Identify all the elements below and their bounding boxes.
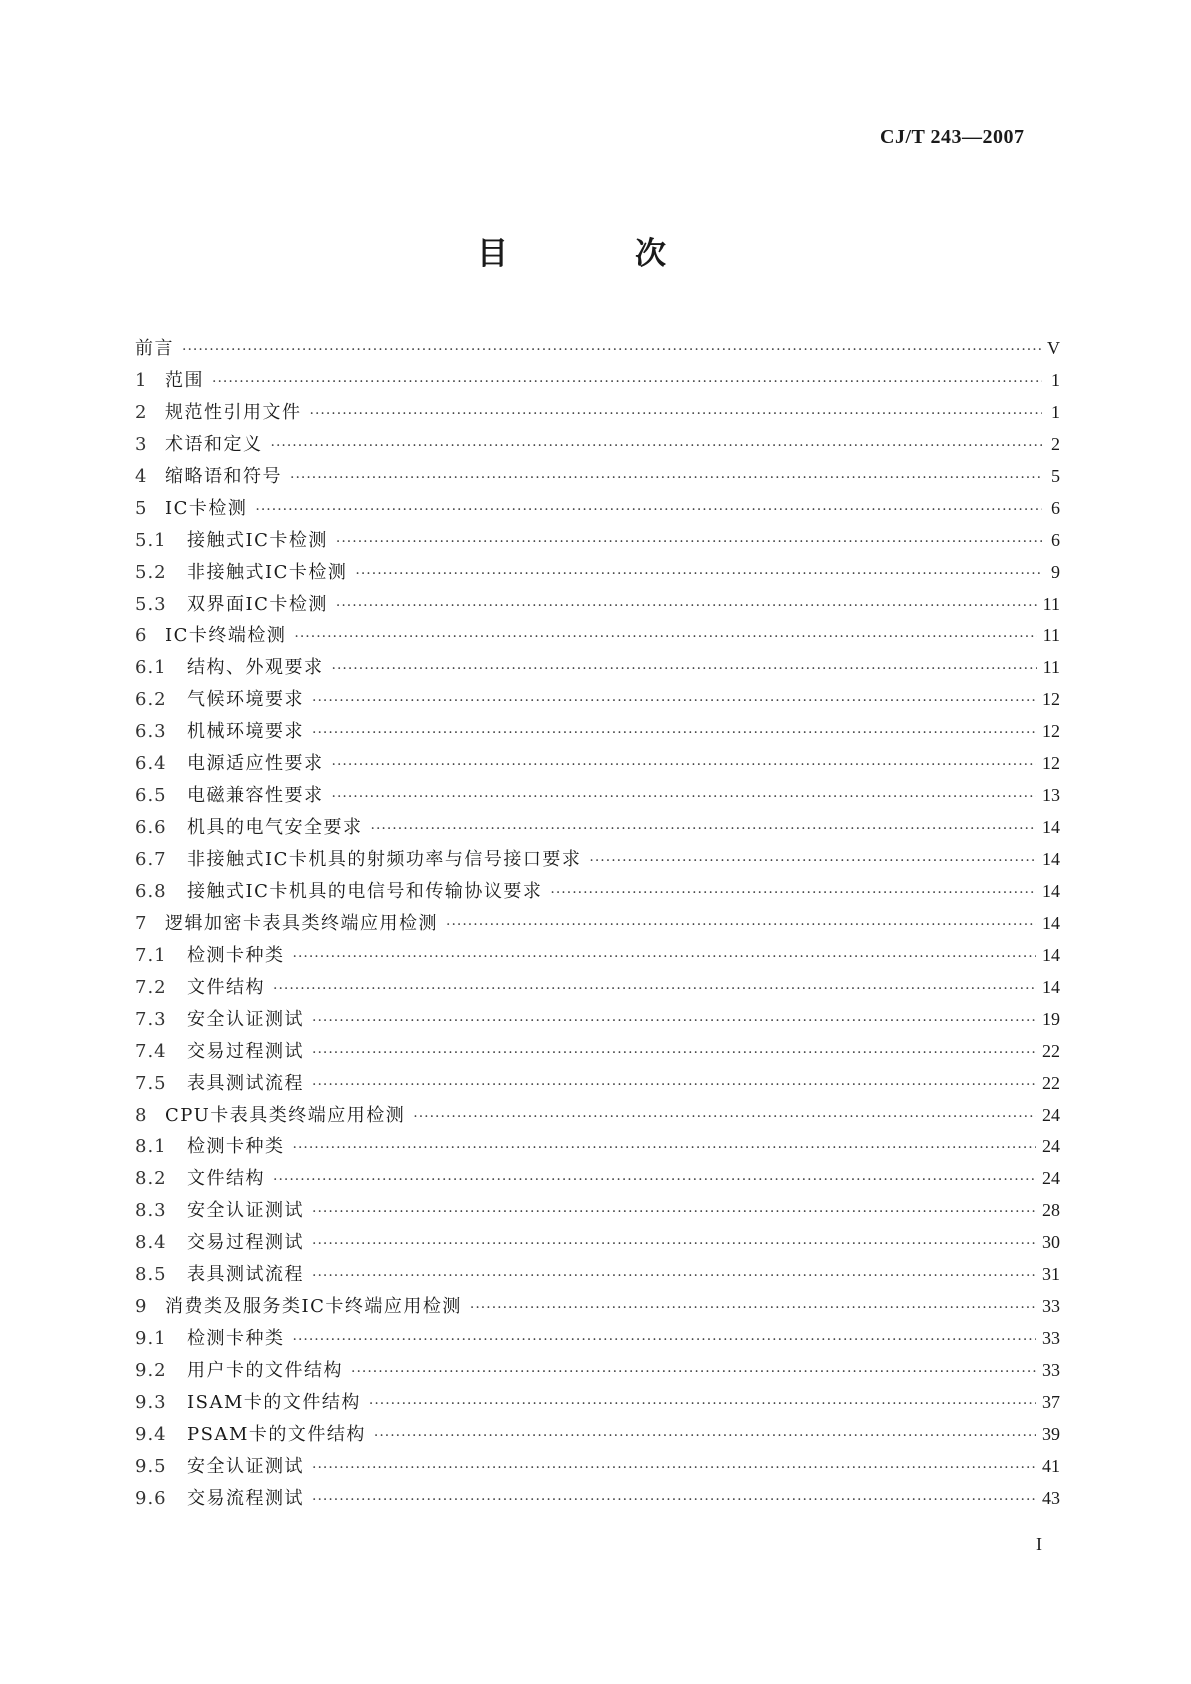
toc-entry[interactable] <box>135 940 1060 972</box>
toc-entry-page: 13 <box>1042 785 1060 806</box>
toc-entry[interactable] <box>135 1387 1060 1419</box>
toc-entry-label: PSAM卡的文件结构 <box>187 1423 366 1445</box>
toc-entry-number: 6.5 <box>135 785 167 807</box>
toc-entry-label: 结构、外观要求 <box>187 657 324 679</box>
toc-leader-dots <box>413 1102 1036 1134</box>
toc-entry-label: 交易流程测试 <box>187 1487 304 1509</box>
toc-entry-label: 检测卡种类 <box>187 1136 285 1158</box>
toc-entry-number: 1 <box>135 369 148 391</box>
toc-entry-number: 6.3 <box>135 721 167 743</box>
toc-entry-page: 5 <box>1051 465 1060 486</box>
toc-entry[interactable] <box>135 620 1060 652</box>
toc-entry-page: 24 <box>1042 1168 1060 1189</box>
toc-entry-page: 30 <box>1042 1232 1060 1253</box>
toc-entry-label: 逻辑加密卡表具类终端应用检测 <box>165 912 438 934</box>
toc-entry-page: 12 <box>1042 753 1060 774</box>
toc-entry-label: 机械环境要求 <box>187 721 304 743</box>
toc-entry-page: 24 <box>1042 1104 1060 1125</box>
toc-entry[interactable] <box>135 365 1060 397</box>
toc-entry-page: 14 <box>1042 944 1060 965</box>
toc-entry[interactable] <box>135 812 1060 844</box>
toc-entry-number: 9 <box>135 1296 148 1318</box>
toc-entry[interactable] <box>135 397 1060 429</box>
toc-leader-dots <box>182 335 1041 367</box>
toc-entry[interactable] <box>135 652 1060 684</box>
toc-leader-dots <box>332 654 1037 686</box>
toc-entry-label: 非接触式IC卡检测 <box>187 561 348 583</box>
toc-leader-dots <box>336 591 1037 623</box>
toc-entry-number: 7.4 <box>135 1040 167 1062</box>
toc-entry-label: 范围 <box>165 369 204 391</box>
toc-entry[interactable] <box>135 1163 1060 1195</box>
toc-entry-page: 14 <box>1042 976 1060 997</box>
toc-entry-number: 6.2 <box>135 689 167 711</box>
toc-entry-page: 22 <box>1042 1072 1060 1093</box>
toc-entry-page: 11 <box>1042 657 1060 678</box>
toc-entry[interactable] <box>135 1323 1060 1355</box>
toc-entry[interactable] <box>135 333 1060 365</box>
page-number: I <box>1036 1534 1042 1554</box>
toc-entry-page: 6 <box>1051 529 1060 550</box>
toc-entry-number: 4 <box>135 465 148 487</box>
toc-entry-number: 5.1 <box>135 529 167 551</box>
toc-entry-label: CPU卡表具类终端应用检测 <box>165 1104 406 1126</box>
toc-entry-label: 消费类及服务类IC卡终端应用检测 <box>165 1296 462 1318</box>
toc-entry-label: 交易过程测试 <box>187 1232 304 1254</box>
toc-entry-number: 9.2 <box>135 1360 167 1381</box>
toc-entry-page: 33 <box>1042 1360 1060 1380</box>
toc-entry-number: 8.2 <box>135 1168 167 1190</box>
toc-entry-label: 用户卡的文件结构 <box>187 1360 343 1381</box>
toc-entry[interactable] <box>135 1419 1060 1451</box>
toc-entry[interactable] <box>135 716 1060 748</box>
toc-entry-page: 33 <box>1042 1296 1060 1317</box>
toc-entry[interactable] <box>135 1195 1060 1227</box>
toc-entry-number: 2 <box>135 401 148 423</box>
toc-entry-page: 11 <box>1042 625 1060 646</box>
toc-entry[interactable] <box>135 1004 1060 1036</box>
toc-entry-label: 接触式IC卡检测 <box>187 529 328 551</box>
toc-entry-page: V <box>1047 338 1060 358</box>
toc-entry[interactable] <box>135 1227 1060 1259</box>
toc-entry-label: 安全认证测试 <box>187 1200 304 1222</box>
toc-entry-page: 41 <box>1042 1455 1060 1476</box>
toc-entry-page: 14 <box>1042 880 1060 901</box>
toc-entry-number: 7.3 <box>135 1008 167 1030</box>
toc-leader-dots <box>589 846 1036 878</box>
document-code: CJ/T 243—2007 <box>880 126 1025 148</box>
toc-entry-label: 文件结构 <box>187 1168 265 1190</box>
toc-leader-dots <box>293 942 1037 974</box>
toc-leader-dots <box>293 1133 1037 1165</box>
toc-leader-dots <box>374 1421 1036 1453</box>
toc-entry-number: 9.4 <box>135 1423 167 1445</box>
toc-entry[interactable] <box>135 1036 1060 1068</box>
toc-entry-label: 机具的电气安全要求 <box>187 817 363 839</box>
toc-entry-number: 6.4 <box>135 753 167 775</box>
toc-entry[interactable] <box>135 1451 1060 1483</box>
toc-entry-number: 7.1 <box>135 944 167 966</box>
toc-entry-label: 表具测试流程 <box>187 1072 304 1094</box>
toc-entry-label: 气候环境要求 <box>187 689 304 711</box>
toc-entry-label: 检测卡种类 <box>187 944 285 966</box>
toc-entry-label: 表具测试流程 <box>187 1264 304 1286</box>
toc-leader-dots <box>294 622 1036 654</box>
toc-entry-page: 14 <box>1042 817 1060 838</box>
toc-entry-number: 6.8 <box>135 880 167 902</box>
toc-entry[interactable] <box>135 876 1060 908</box>
toc-entry-number: 9.6 <box>135 1487 167 1509</box>
toc-leader-dots <box>273 1165 1036 1197</box>
toc-entry[interactable] <box>135 780 1060 812</box>
toc-leader-dots <box>332 782 1037 814</box>
toc-leader-dots <box>550 878 1036 910</box>
toc-entry-page: 31 <box>1042 1264 1060 1285</box>
toc-leader-dots <box>355 559 1042 591</box>
toc-leader-dots <box>273 974 1036 1006</box>
toc-leader-dots <box>371 814 1037 846</box>
toc-entry-number: 5 <box>135 497 148 519</box>
toc-entry-label: 交易过程测试 <box>187 1040 304 1062</box>
toc-entry-label: ISAM卡的文件结构 <box>187 1391 361 1413</box>
toc-leader-dots <box>312 1261 1036 1293</box>
toc-entry-number: 6.1 <box>135 657 167 679</box>
toc-entry-label: 缩略语和符号 <box>165 465 282 487</box>
toc-entry-page: 22 <box>1042 1040 1060 1061</box>
toc-entry-number: 8.3 <box>135 1200 167 1222</box>
toc-leader-dots <box>312 1038 1036 1070</box>
toc-leader-dots <box>312 1485 1036 1517</box>
table-of-contents <box>135 333 1060 1515</box>
toc-entry-page: 12 <box>1042 721 1060 742</box>
toc-entry-label: 安全认证测试 <box>187 1455 304 1477</box>
toc-leader-dots <box>312 1070 1036 1102</box>
toc-entry[interactable] <box>135 1100 1060 1132</box>
toc-entry-number: 6.7 <box>135 849 167 870</box>
toc-entry-label: 双界面IC卡检测 <box>187 593 328 615</box>
toc-leader-dots <box>312 1197 1036 1229</box>
toc-entry-label: 电磁兼容性要求 <box>187 785 324 807</box>
toc-entry[interactable] <box>135 1068 1060 1100</box>
toc-entry[interactable] <box>135 972 1060 1004</box>
toc-leader-dots <box>293 1325 1037 1357</box>
toc-entry-label: 电源适应性要求 <box>187 753 324 775</box>
toc-leader-dots <box>212 367 1042 399</box>
toc-leader-dots <box>312 1453 1036 1485</box>
toc-entry-number: 6 <box>135 625 148 647</box>
toc-entry[interactable] <box>135 589 1060 621</box>
toc-entry[interactable] <box>135 748 1060 780</box>
toc-entry-page: 14 <box>1042 849 1060 869</box>
toc-entry[interactable] <box>135 908 1060 940</box>
toc-entry-label: 非接触式IC卡机具的射频功率与信号接口要求 <box>187 849 582 870</box>
toc-leader-dots <box>312 1229 1036 1261</box>
toc-entry-number: 8.4 <box>135 1232 167 1254</box>
toc-entry-label: 接触式IC卡机具的电信号和传输协议要求 <box>187 880 543 902</box>
toc-entry[interactable] <box>135 525 1060 557</box>
page-title: 目 次 <box>477 236 714 272</box>
toc-entry-number: 8.5 <box>135 1264 167 1286</box>
toc-leader-dots <box>351 1357 1036 1389</box>
toc-entry-page: 37 <box>1042 1391 1060 1412</box>
toc-leader-dots <box>312 686 1036 718</box>
toc-leader-dots <box>271 431 1043 463</box>
toc-entry-page: 1 <box>1051 369 1060 390</box>
toc-entry[interactable] <box>135 1131 1060 1163</box>
toc-entry-label: 前言 <box>135 338 174 359</box>
toc-leader-dots <box>255 495 1042 527</box>
toc-entry-number: 7.5 <box>135 1072 167 1094</box>
toc-entry-number: 3 <box>135 433 148 455</box>
toc-entry[interactable] <box>135 1483 1060 1515</box>
toc-entry-page: 19 <box>1042 1008 1060 1029</box>
toc-entry-number: 9.5 <box>135 1455 167 1477</box>
toc-entry-label: 规范性引用文件 <box>165 401 302 423</box>
toc-entry-page: 14 <box>1042 912 1060 933</box>
toc-entry[interactable] <box>135 429 1060 461</box>
toc-entry[interactable] <box>135 684 1060 716</box>
toc-entry-page: 43 <box>1042 1487 1060 1508</box>
toc-entry-page: 24 <box>1042 1136 1060 1157</box>
toc-entry-page: 28 <box>1042 1200 1060 1221</box>
toc-entry-page: 39 <box>1042 1423 1060 1444</box>
toc-leader-dots <box>470 1293 1036 1325</box>
toc-leader-dots <box>312 718 1036 750</box>
toc-entry-number: 7 <box>135 912 148 934</box>
toc-entry-label: 术语和定义 <box>165 433 263 455</box>
toc-entry-number: 5.3 <box>135 593 167 615</box>
toc-entry-label: 安全认证测试 <box>187 1008 304 1030</box>
toc-entry-number: 5.2 <box>135 561 167 583</box>
toc-entry-number: 8 <box>135 1104 148 1126</box>
toc-leader-dots <box>446 910 1036 942</box>
toc-entry-number: 7.2 <box>135 976 167 998</box>
toc-entry[interactable] <box>135 461 1060 493</box>
toc-leader-dots <box>290 463 1042 495</box>
toc-entry-page: 33 <box>1042 1328 1060 1349</box>
toc-entry-label: 检测卡种类 <box>187 1328 285 1350</box>
toc-entry-number: 9.1 <box>135 1328 167 1350</box>
toc-entry-label: IC卡检测 <box>165 497 248 519</box>
toc-entry[interactable] <box>135 1291 1060 1323</box>
toc-entry[interactable] <box>135 844 1060 876</box>
toc-entry[interactable] <box>135 1355 1060 1387</box>
toc-entry-page: 6 <box>1051 497 1060 518</box>
toc-entry-page: 12 <box>1042 689 1060 710</box>
toc-leader-dots <box>369 1389 1036 1421</box>
toc-leader-dots <box>332 750 1037 782</box>
toc-leader-dots <box>336 527 1042 559</box>
toc-leader-dots <box>310 399 1043 431</box>
toc-entry-number: 9.3 <box>135 1391 167 1413</box>
toc-entry[interactable] <box>135 1259 1060 1291</box>
toc-entry-page: 1 <box>1051 401 1060 422</box>
toc-entry-label: IC卡终端检测 <box>165 625 287 647</box>
toc-entry-label: 文件结构 <box>187 976 265 998</box>
toc-entry-page: 2 <box>1051 433 1060 454</box>
toc-entry[interactable] <box>135 493 1060 525</box>
toc-entry-page: 9 <box>1051 561 1060 582</box>
toc-entry[interactable] <box>135 557 1060 589</box>
toc-entry-number: 8.1 <box>135 1136 167 1158</box>
toc-entry-page: 11 <box>1042 593 1060 614</box>
toc-entry-number: 6.6 <box>135 817 167 839</box>
toc-leader-dots <box>312 1006 1036 1038</box>
